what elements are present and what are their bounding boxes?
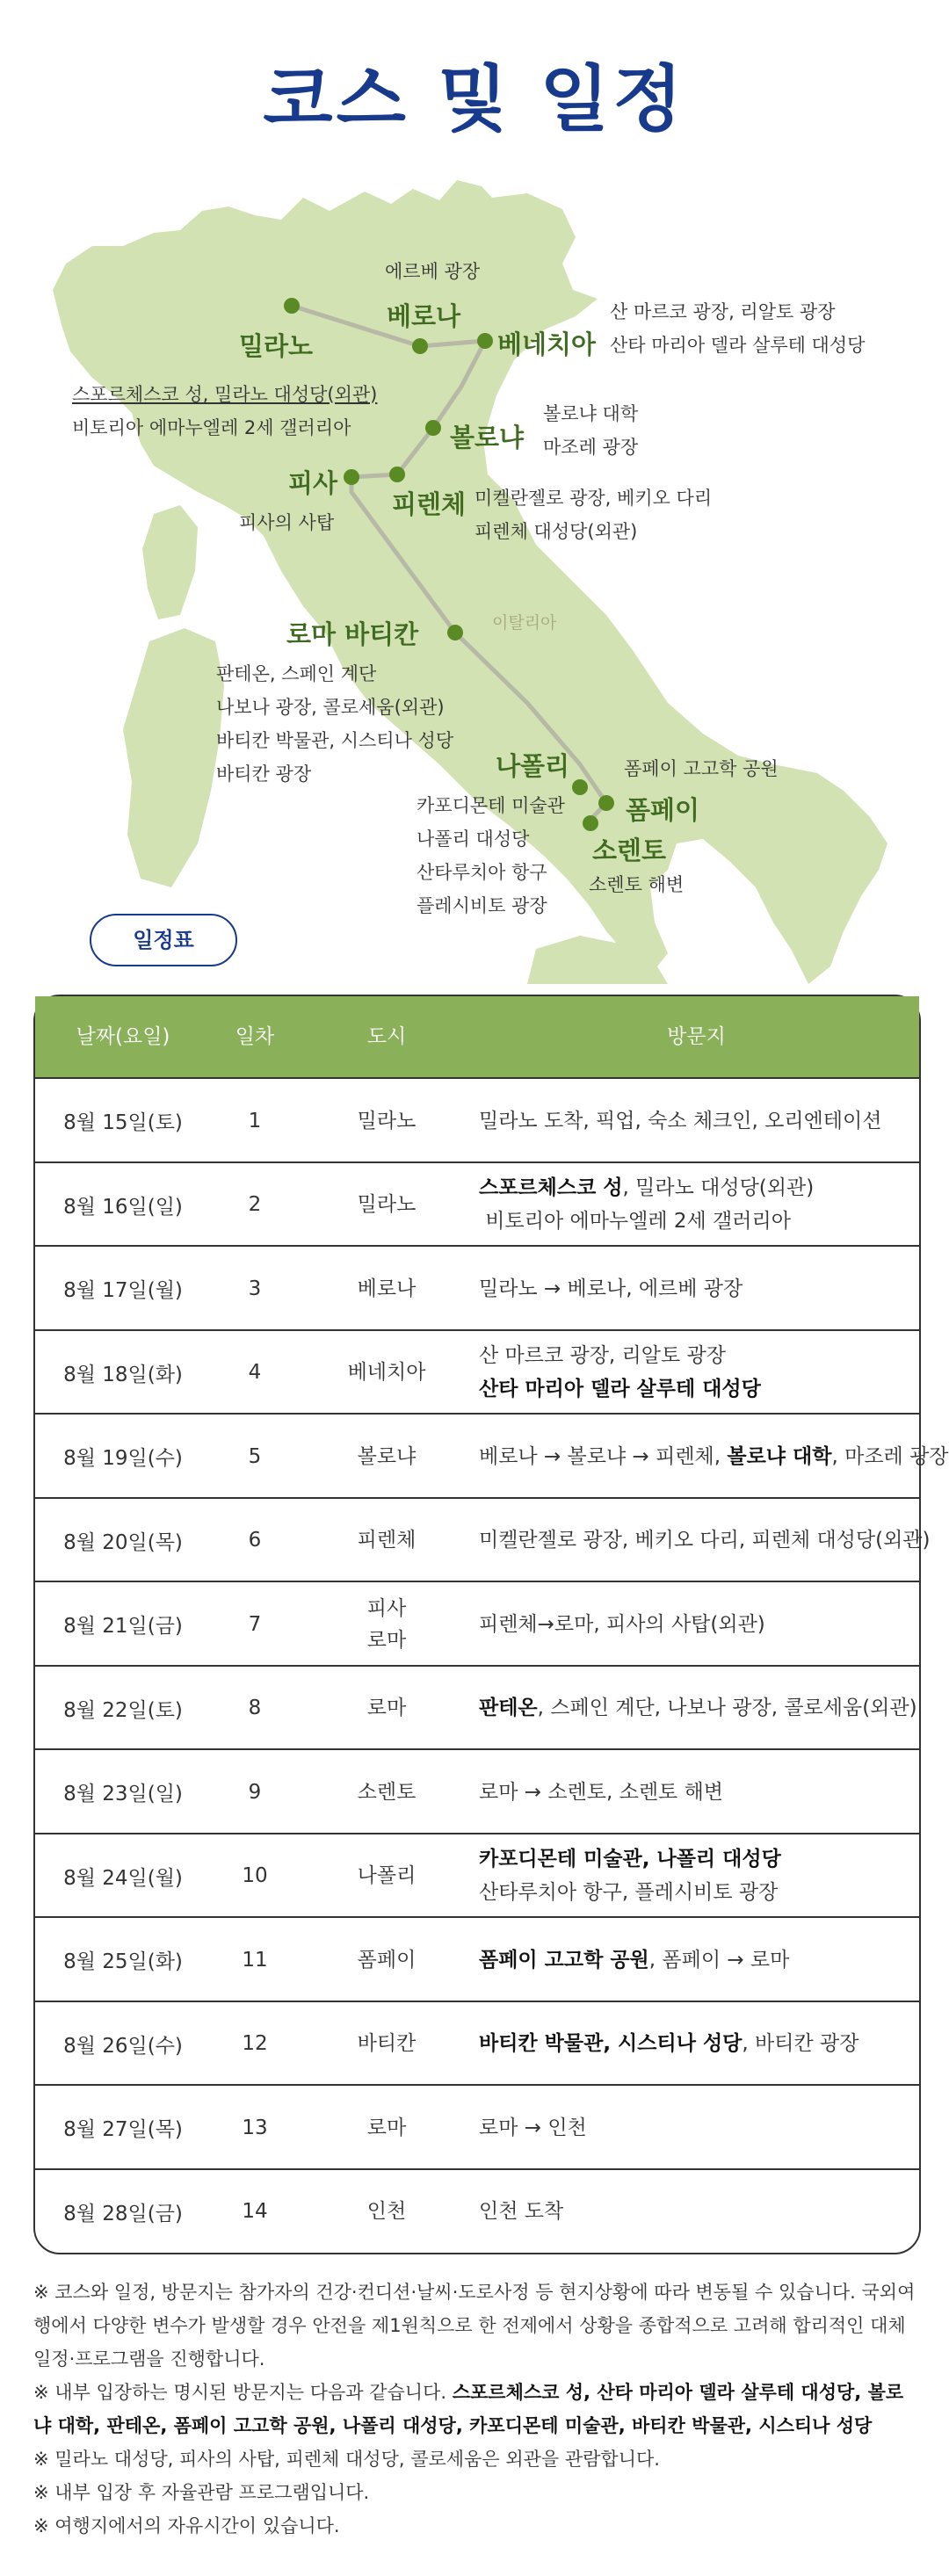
cell-city: 소렌토 [357,1780,417,1804]
cell-day: 6 [248,1529,262,1552]
header-visits: 방문지 [667,1025,726,1048]
city-pisa: 피사 [288,468,338,498]
cell-city: 밀라노 [357,1109,417,1132]
bologna-dot [425,420,441,436]
cell-day: 1 [248,1109,262,1132]
cell-visits: 로마 → 인천 [479,2116,587,2139]
city-bologna: 볼로냐 [450,423,525,452]
cell-city: 베로나 [357,1277,417,1300]
header-day: 일차 [235,1025,275,1048]
table-row [35,2168,919,2254]
city-napoli: 나폴리 [496,751,570,781]
cell-visits: 베로나 → 볼로냐 → 피렌체, 볼로냐 대학, 마조레 광장 [479,1444,949,1468]
cell-city: 베네치아 [347,1361,426,1384]
table-row [35,1748,919,1834]
table-row [35,1497,931,1582]
footnote: ※ 밀라노 대성당, 피사의 사탑, 피렌체 대성당, 콜로세움은 외관을 관람합니다. [33,2449,660,2470]
roma-note: 판테온, 스페인 계단 나보나 광장, 콜로세움(외관) 바티칸 박물관, 시스티나 성당 바티칸 광장 [216,663,454,785]
cell-visits: 밀라노 도착, 픽업, 숙소 체크인, 오리엔테이션 [479,1109,882,1132]
cell-city: 피사 로마 [366,1596,407,1652]
cell-date: 8월 24일(월) [63,1866,183,1890]
cell-city: 볼로냐 [357,1444,417,1468]
cell-visits: 바티칸 박물관, 시스티나 성당, 바티칸 광장 [479,2032,859,2055]
venezia-note: 산 마르코 광장, 리알토 광장 산타 마리아 델라 살루테 대성당 [610,301,866,356]
cell-date: 8월 26일(수) [63,2034,183,2058]
pisa-dot [344,469,359,485]
cell-date: 8월 27일(목) [63,2118,183,2141]
cell-date: 8월 20일(목) [63,1530,183,1554]
table-row [35,1916,919,2001]
pisa-note: 피사의 사탑 [239,512,335,533]
city-milano: 밀라노 [239,331,314,361]
roma-dot [447,625,463,640]
table-row [35,2001,919,2086]
cell-visits: 카포디몬테 미술관, 나폴리 대성당 산타루치아 항구, 플레시비토 광장 [479,1848,781,1904]
cell-day: 10 [242,1864,268,1887]
city-firenze: 피렌체 [392,489,467,519]
cell-visits: 판테온, 스페인 계단, 나보나 광장, 콜로세움(외관) [479,1697,917,1719]
verona-dot [412,338,428,354]
cell-day: 14 [242,2200,268,2223]
cell-city: 피렌체 [357,1529,417,1552]
sorrento-dot [583,815,598,831]
table-row [35,1245,919,1330]
cell-city: 폼페이 [357,1948,417,1972]
table-row [35,1833,919,1918]
page-title: 코스 및 일정 [263,58,686,141]
cell-city: 밀라노 [357,1193,417,1216]
cell-date: 8월 21일(금) [63,1615,183,1638]
cell-date: 8월 23일(일) [63,1783,183,1805]
cell-day: 4 [248,1361,262,1384]
cell-city: 인천 [366,2200,407,2223]
footnote: ※ 내부 입장 후 자율관람 프로그램입니다. [33,2482,370,2503]
cell-day: 13 [242,2116,268,2139]
schedule-label-badge: 일정표 [90,914,237,966]
footnote: ※ 여행지에서의 자유시간이 있습니다. [33,2515,340,2536]
header-date: 날짜(요일) [76,1025,170,1048]
corsica-shape [142,505,198,619]
sorrento-note: 소렌토 해변 [589,874,685,895]
firenze-note: 미켈란젤로 광장, 베키오 다리 피렌체 대성당(외관) [474,488,713,542]
table-row [35,1161,919,1247]
table-row [35,1413,949,1498]
footnotes [33,2276,921,2543]
cell-visits: 산 마르코 광장, 리알토 광장 산타 마리아 델라 살루테 대성당 [479,1344,761,1400]
cell-visits: 스포르체스코 성, 밀라노 대성당(외관) 비토리아 에마누엘레 2세 갤러리아 [479,1176,815,1233]
cell-day: 3 [248,1277,262,1300]
cell-day: 7 [248,1612,262,1636]
city-sorrento: 소렌토 [592,836,667,865]
cell-day: 2 [248,1193,262,1216]
city-roma: 로마 바티칸 [286,619,419,649]
cell-visits: 로마 → 소렌토, 소렌토 해변 [479,1780,724,1804]
verona-note: 에르베 광장 [385,261,481,282]
header-city: 도시 [366,1025,407,1048]
sardinia-shape [123,628,224,887]
table-row [35,2084,919,2169]
cell-visits: 미켈란젤로 광장, 베키오 다리, 피렌체 대성당(외관) [479,1529,931,1552]
cell-day: 12 [242,2032,268,2055]
cell-date: 8월 17일(월) [63,1279,183,1302]
venezia-dot [477,333,493,349]
firenze-dot [389,467,405,482]
table-row [35,1665,919,1750]
table-row [35,1329,919,1415]
napoli-note: 카포디몬테 미술관 나폴리 대성당 산타루치아 항구 플레시비토 광장 [417,795,565,916]
pompei-note: 폼페이 고고학 공원 [624,758,779,779]
cell-visits: 밀라노 → 베로나, 에르베 광장 [479,1277,743,1300]
table-row [35,1077,919,1162]
milano-note: 스포르체스코 성, 밀라노 대성당(외관) 비토리아 에마누엘레 2세 갤러리아 [72,384,378,438]
pompei-dot [598,795,614,811]
city-verona: 베로나 [387,301,461,331]
table-row [35,1581,919,1666]
cell-visits: 인천 도착 [479,2200,564,2223]
cell-date: 8월 19일(수) [63,1447,183,1470]
cell-date: 8월 15일(토) [63,1111,183,1134]
cell-day: 5 [248,1444,262,1468]
cell-visits: 피렌체→로마, 피사의 사탑(외관) [479,1612,765,1636]
cell-day: 8 [248,1697,262,1719]
footnote: ※ 코스와 일정, 방문지는 참가자의 건강·컨디션·날씨·도로사정 등 현지상황에 따라 변동될 수 있습니다. 국외여행에서 다양한 변수가 발생할 경우 안전을 제1원칙으로 한 전제에서 상황을 종합적으로 고려해 합리적인 대체 일정·프로그램을 진행합니다. [33,2282,916,2370]
schedule-table [33,995,949,2254]
italy-map [0,0,949,984]
city-pompei: 폼페이 [626,795,700,825]
cell-day: 9 [248,1780,262,1804]
cell-date: 8월 16일(일) [63,1195,183,1219]
cell-city: 로마 [366,2116,407,2139]
cell-city: 나폴리 [357,1864,417,1887]
cell-visits: 폼페이 고고학 공원, 폼페이 → 로마 [479,1948,790,1972]
cell-date: 8월 18일(화) [63,1363,183,1386]
bologna-note: 볼로냐 대학 마조레 광장 [543,403,639,458]
country-label: 이탈리아 [492,613,557,633]
napoli-dot [572,779,588,795]
milano-dot [284,298,300,314]
cell-date: 8월 22일(토) [63,1698,183,1722]
cell-city: 로마 [366,1697,407,1719]
table-header [35,996,919,1077]
city-venezia: 베네치아 [497,329,597,359]
cell-date: 8월 25일(화) [63,1950,183,1973]
cell-day: 11 [242,1948,268,1972]
cell-city: 바티칸 [357,2032,417,2055]
cell-date: 8월 28일(금) [63,2202,183,2225]
footnote: ※ 내부 입장하는 명시된 방문지는 다음과 같습니다. 스포르체스코 성, 산타 마리아 델라 살루테 대성당, 볼로냐 대학, 판테온, 폼페이 고고학 공원, 나폴리 대성당, 카포디몬테 미술관, 바티칸 박물관, 시스티나 성당 [33,2382,904,2436]
